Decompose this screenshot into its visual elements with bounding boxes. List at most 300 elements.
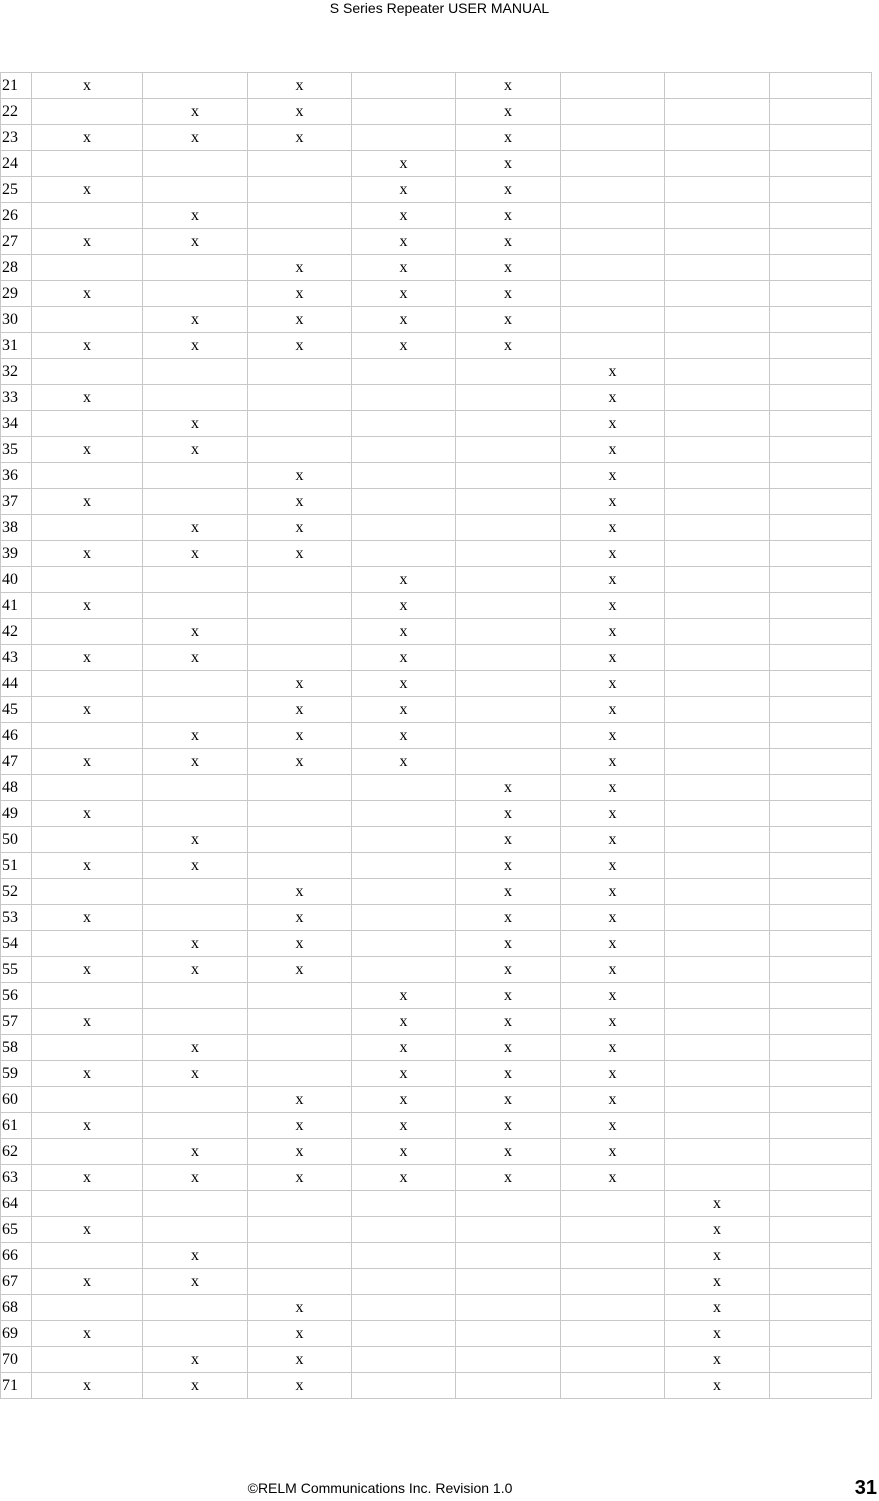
table-row	[1, 1295, 872, 1321]
row-number-cell: 61	[1, 1113, 32, 1139]
table-cell	[456, 619, 561, 645]
table-cell	[561, 1191, 665, 1217]
table-cell: x	[561, 905, 665, 931]
table-cell	[770, 99, 872, 125]
table-cell	[352, 905, 456, 931]
table-cell: x	[32, 125, 143, 151]
table-cell	[770, 1009, 872, 1035]
table-cell	[143, 359, 248, 385]
table-cell: x	[561, 463, 665, 489]
table-cell	[561, 1295, 665, 1321]
row-number-cell: 53	[1, 905, 32, 931]
table-cell	[352, 879, 456, 905]
table-cell: x	[143, 99, 248, 125]
table-cell: x	[248, 671, 352, 697]
table-cell: x	[352, 593, 456, 619]
table-cell: x	[456, 255, 561, 281]
table-cell: x	[456, 1113, 561, 1139]
table-row	[1, 177, 872, 203]
table-cell: x	[352, 333, 456, 359]
table-row	[1, 229, 872, 255]
table-cell: x	[456, 905, 561, 931]
table-cell	[770, 775, 872, 801]
table-row	[1, 333, 872, 359]
table-cell	[143, 463, 248, 489]
table-cell	[770, 1139, 872, 1165]
table-cell: x	[32, 229, 143, 255]
table-cell: x	[561, 749, 665, 775]
table-cell	[456, 749, 561, 775]
table-cell: x	[32, 489, 143, 515]
row-number-cell: 26	[1, 203, 32, 229]
table-cell	[248, 385, 352, 411]
table-row	[1, 723, 872, 749]
table-cell	[770, 203, 872, 229]
table-cell: x	[32, 1321, 143, 1347]
table-row	[1, 73, 872, 99]
row-number-cell: 30	[1, 307, 32, 333]
table-cell: x	[352, 619, 456, 645]
table-row	[1, 775, 872, 801]
table-row	[1, 957, 872, 983]
table-cell	[770, 437, 872, 463]
table-cell	[456, 385, 561, 411]
table-cell: x	[32, 281, 143, 307]
table-cell	[561, 281, 665, 307]
row-number-cell: 37	[1, 489, 32, 515]
table-cell: x	[561, 1165, 665, 1191]
table-cell	[665, 463, 770, 489]
table-cell	[770, 567, 872, 593]
table-cell	[770, 1269, 872, 1295]
table-cell: x	[352, 1035, 456, 1061]
table-cell: x	[248, 463, 352, 489]
table-cell: x	[352, 749, 456, 775]
table-row	[1, 853, 872, 879]
table-cell	[352, 1373, 456, 1399]
table-cell: x	[143, 1165, 248, 1191]
page-footer	[0, 1479, 879, 1499]
table-cell: x	[248, 99, 352, 125]
page-number: 31	[854, 1477, 877, 1499]
table-cell	[32, 1295, 143, 1321]
row-number-cell: 44	[1, 671, 32, 697]
table-cell	[352, 385, 456, 411]
table-row	[1, 515, 872, 541]
table-cell: x	[352, 1087, 456, 1113]
table-cell: x	[143, 619, 248, 645]
table-cell	[248, 853, 352, 879]
row-number-cell: 50	[1, 827, 32, 853]
table-cell: x	[248, 1165, 352, 1191]
table-cell: x	[32, 385, 143, 411]
table-cell	[561, 203, 665, 229]
table-cell: x	[32, 1061, 143, 1087]
table-cell	[665, 905, 770, 931]
table-cell	[143, 775, 248, 801]
table-cell: x	[561, 697, 665, 723]
table-cell: x	[143, 1347, 248, 1373]
table-cell	[248, 567, 352, 593]
table-cell: x	[143, 931, 248, 957]
table-row	[1, 879, 872, 905]
table-cell: x	[456, 281, 561, 307]
table-cell	[248, 229, 352, 255]
table-cell: x	[665, 1191, 770, 1217]
row-number-cell: 65	[1, 1217, 32, 1243]
row-number-cell: 62	[1, 1139, 32, 1165]
table-cell	[32, 983, 143, 1009]
table-cell	[770, 853, 872, 879]
table-cell	[143, 255, 248, 281]
table-cell: x	[32, 1113, 143, 1139]
table-cell: x	[143, 541, 248, 567]
table-cell	[352, 73, 456, 99]
table-cell: x	[456, 827, 561, 853]
row-number-cell: 66	[1, 1243, 32, 1269]
table-cell	[32, 1243, 143, 1269]
table-cell: x	[561, 385, 665, 411]
table-cell	[770, 333, 872, 359]
table-cell: x	[561, 619, 665, 645]
copyright-text: ©RELM Communications Inc. Revision 1.0	[247, 1480, 513, 1496]
row-number-cell: 25	[1, 177, 32, 203]
table-cell	[352, 1295, 456, 1321]
table-cell: x	[248, 1139, 352, 1165]
row-number-cell: 22	[1, 99, 32, 125]
table-cell	[665, 853, 770, 879]
table-cell	[32, 411, 143, 437]
table-cell: x	[352, 281, 456, 307]
table-cell: x	[561, 1061, 665, 1087]
row-number-cell: 56	[1, 983, 32, 1009]
row-number-cell: 71	[1, 1373, 32, 1399]
table-cell	[665, 229, 770, 255]
table-cell	[32, 255, 143, 281]
row-number-cell: 39	[1, 541, 32, 567]
table-row	[1, 905, 872, 931]
table-cell	[352, 827, 456, 853]
table-row	[1, 1113, 872, 1139]
table-cell	[32, 827, 143, 853]
table-cell	[561, 307, 665, 333]
table-cell	[352, 1191, 456, 1217]
table-cell: x	[456, 99, 561, 125]
table-cell: x	[143, 125, 248, 151]
table-cell: x	[665, 1321, 770, 1347]
row-number-cell: 24	[1, 151, 32, 177]
row-number-cell: 55	[1, 957, 32, 983]
table-cell	[665, 931, 770, 957]
table-cell	[770, 1347, 872, 1373]
table-cell	[32, 1191, 143, 1217]
table-cell	[770, 177, 872, 203]
table-row	[1, 983, 872, 1009]
table-cell	[770, 749, 872, 775]
table-row	[1, 411, 872, 437]
table-cell	[32, 359, 143, 385]
table-row	[1, 749, 872, 775]
table-cell: x	[561, 593, 665, 619]
table-cell	[143, 671, 248, 697]
table-cell	[665, 697, 770, 723]
table-cell	[248, 827, 352, 853]
table-cell	[770, 723, 872, 749]
table-cell: x	[248, 957, 352, 983]
table-cell	[352, 775, 456, 801]
table-cell: x	[561, 723, 665, 749]
table-cell: x	[32, 1009, 143, 1035]
table-cell	[248, 1269, 352, 1295]
table-cell	[665, 437, 770, 463]
table-cell: x	[32, 697, 143, 723]
table-cell	[770, 593, 872, 619]
table-cell: x	[561, 437, 665, 463]
table-cell	[248, 775, 352, 801]
table-cell: x	[665, 1217, 770, 1243]
row-number-cell: 67	[1, 1269, 32, 1295]
table-cell: x	[352, 723, 456, 749]
table-cell	[665, 801, 770, 827]
table-cell: x	[352, 229, 456, 255]
table-cell	[32, 463, 143, 489]
table-cell	[32, 151, 143, 177]
table-cell: x	[32, 1269, 143, 1295]
table-cell	[665, 775, 770, 801]
table-row	[1, 1347, 872, 1373]
table-cell	[770, 1373, 872, 1399]
table-cell: x	[456, 1139, 561, 1165]
table-cell	[561, 151, 665, 177]
table-cell	[143, 1295, 248, 1321]
table-cell	[770, 1113, 872, 1139]
table-cell: x	[561, 1139, 665, 1165]
table-cell	[665, 1009, 770, 1035]
table-cell	[770, 1217, 872, 1243]
table-cell: x	[248, 255, 352, 281]
table-cell: x	[32, 853, 143, 879]
table-cell: x	[352, 1113, 456, 1139]
row-number-cell: 31	[1, 333, 32, 359]
table-cell	[770, 1061, 872, 1087]
table-cell: x	[143, 1243, 248, 1269]
table-cell	[143, 567, 248, 593]
table-cell: x	[665, 1243, 770, 1269]
row-number-cell: 60	[1, 1087, 32, 1113]
table-cell: x	[143, 853, 248, 879]
table-cell	[352, 125, 456, 151]
table-cell: x	[143, 515, 248, 541]
table-cell	[32, 931, 143, 957]
table-row	[1, 1269, 872, 1295]
table-cell	[665, 125, 770, 151]
table-cell: x	[456, 307, 561, 333]
table-cell	[770, 255, 872, 281]
table-cell	[248, 645, 352, 671]
table-cell	[352, 437, 456, 463]
table-cell	[143, 1321, 248, 1347]
table-cell	[665, 73, 770, 99]
table-cell	[665, 723, 770, 749]
table-cell	[143, 489, 248, 515]
table-cell	[770, 463, 872, 489]
table-cell: x	[561, 879, 665, 905]
page-header: S Series Repeater USER MANUAL	[329, 0, 550, 16]
row-number-cell: 54	[1, 931, 32, 957]
table-cell	[456, 515, 561, 541]
table-cell	[665, 671, 770, 697]
table-cell	[770, 983, 872, 1009]
table-cell: x	[32, 1217, 143, 1243]
table-cell	[352, 1269, 456, 1295]
table-cell	[32, 515, 143, 541]
table-cell	[352, 515, 456, 541]
table-cell	[665, 541, 770, 567]
table-cell: x	[32, 1165, 143, 1191]
table-cell: x	[352, 151, 456, 177]
table-cell	[770, 697, 872, 723]
table-cell	[665, 307, 770, 333]
table-cell: x	[32, 333, 143, 359]
table-cell	[352, 1217, 456, 1243]
table-cell	[143, 151, 248, 177]
table-cell: x	[456, 151, 561, 177]
row-number-cell: 58	[1, 1035, 32, 1061]
table-cell: x	[32, 645, 143, 671]
table-row	[1, 359, 872, 385]
table-cell: x	[143, 1373, 248, 1399]
table-cell	[352, 1243, 456, 1269]
table-cell	[143, 983, 248, 1009]
table-row	[1, 1009, 872, 1035]
table-cell	[248, 1191, 352, 1217]
table-cell	[456, 1347, 561, 1373]
row-number-cell: 57	[1, 1009, 32, 1035]
table-cell	[770, 281, 872, 307]
row-number-cell: 51	[1, 853, 32, 879]
table-cell	[143, 1217, 248, 1243]
table-cell	[352, 411, 456, 437]
table-row	[1, 437, 872, 463]
table-cell	[665, 1035, 770, 1061]
table-cell	[456, 593, 561, 619]
table-cell: x	[665, 1295, 770, 1321]
table-cell: x	[456, 931, 561, 957]
table-cell	[456, 645, 561, 671]
table-cell	[32, 671, 143, 697]
table-cell	[143, 1191, 248, 1217]
table-cell	[352, 359, 456, 385]
table-cell: x	[143, 203, 248, 229]
table-cell: x	[561, 853, 665, 879]
table-cell: x	[248, 879, 352, 905]
table-cell: x	[561, 411, 665, 437]
table-row	[1, 1165, 872, 1191]
table-cell: x	[456, 983, 561, 1009]
table-cell: x	[248, 515, 352, 541]
table-cell: x	[143, 723, 248, 749]
table-row	[1, 1217, 872, 1243]
table-cell	[143, 1009, 248, 1035]
table-cell	[143, 905, 248, 931]
table-cell	[456, 1321, 561, 1347]
table-cell	[456, 1243, 561, 1269]
table-row	[1, 125, 872, 151]
table-cell: x	[143, 333, 248, 359]
table-cell	[248, 593, 352, 619]
table-cell	[248, 1243, 352, 1269]
table-cell	[665, 879, 770, 905]
table-cell: x	[248, 697, 352, 723]
table-cell	[143, 281, 248, 307]
table-cell	[770, 1243, 872, 1269]
table-cell	[456, 1191, 561, 1217]
table-cell: x	[561, 957, 665, 983]
table-cell	[665, 281, 770, 307]
table-cell	[665, 593, 770, 619]
table-cell	[770, 645, 872, 671]
table-cell	[770, 827, 872, 853]
table-cell	[665, 645, 770, 671]
row-number-cell: 36	[1, 463, 32, 489]
table-cell	[770, 1191, 872, 1217]
table-cell: x	[352, 203, 456, 229]
row-number-cell: 23	[1, 125, 32, 151]
table-cell: x	[248, 1087, 352, 1113]
table-cell	[456, 463, 561, 489]
table-cell: x	[456, 1061, 561, 1087]
table-cell: x	[248, 1295, 352, 1321]
table-row	[1, 801, 872, 827]
table-cell: x	[248, 281, 352, 307]
row-number-cell: 32	[1, 359, 32, 385]
table-cell: x	[248, 489, 352, 515]
row-number-cell: 27	[1, 229, 32, 255]
table-cell	[770, 957, 872, 983]
table-cell	[770, 671, 872, 697]
row-number-cell: 29	[1, 281, 32, 307]
table-cell: x	[32, 177, 143, 203]
table-cell: x	[456, 775, 561, 801]
table-row	[1, 593, 872, 619]
table-cell: x	[561, 645, 665, 671]
table-cell	[248, 983, 352, 1009]
table-cell: x	[561, 1113, 665, 1139]
table-cell	[352, 1321, 456, 1347]
table-row	[1, 1061, 872, 1087]
table-cell	[248, 619, 352, 645]
table-cell: x	[352, 177, 456, 203]
table-row	[1, 827, 872, 853]
table-cell	[248, 1035, 352, 1061]
table-cell	[665, 489, 770, 515]
table-cell	[770, 489, 872, 515]
table-cell: x	[352, 1139, 456, 1165]
row-number-cell: 45	[1, 697, 32, 723]
table-cell: x	[143, 1061, 248, 1087]
table-cell: x	[143, 1269, 248, 1295]
table-cell: x	[456, 879, 561, 905]
table-cell	[770, 879, 872, 905]
table-row	[1, 463, 872, 489]
table-cell	[561, 1217, 665, 1243]
table-cell	[32, 99, 143, 125]
row-number-cell: 48	[1, 775, 32, 801]
table-cell	[770, 307, 872, 333]
table-cell	[665, 1139, 770, 1165]
row-number-cell: 40	[1, 567, 32, 593]
table-cell	[561, 99, 665, 125]
